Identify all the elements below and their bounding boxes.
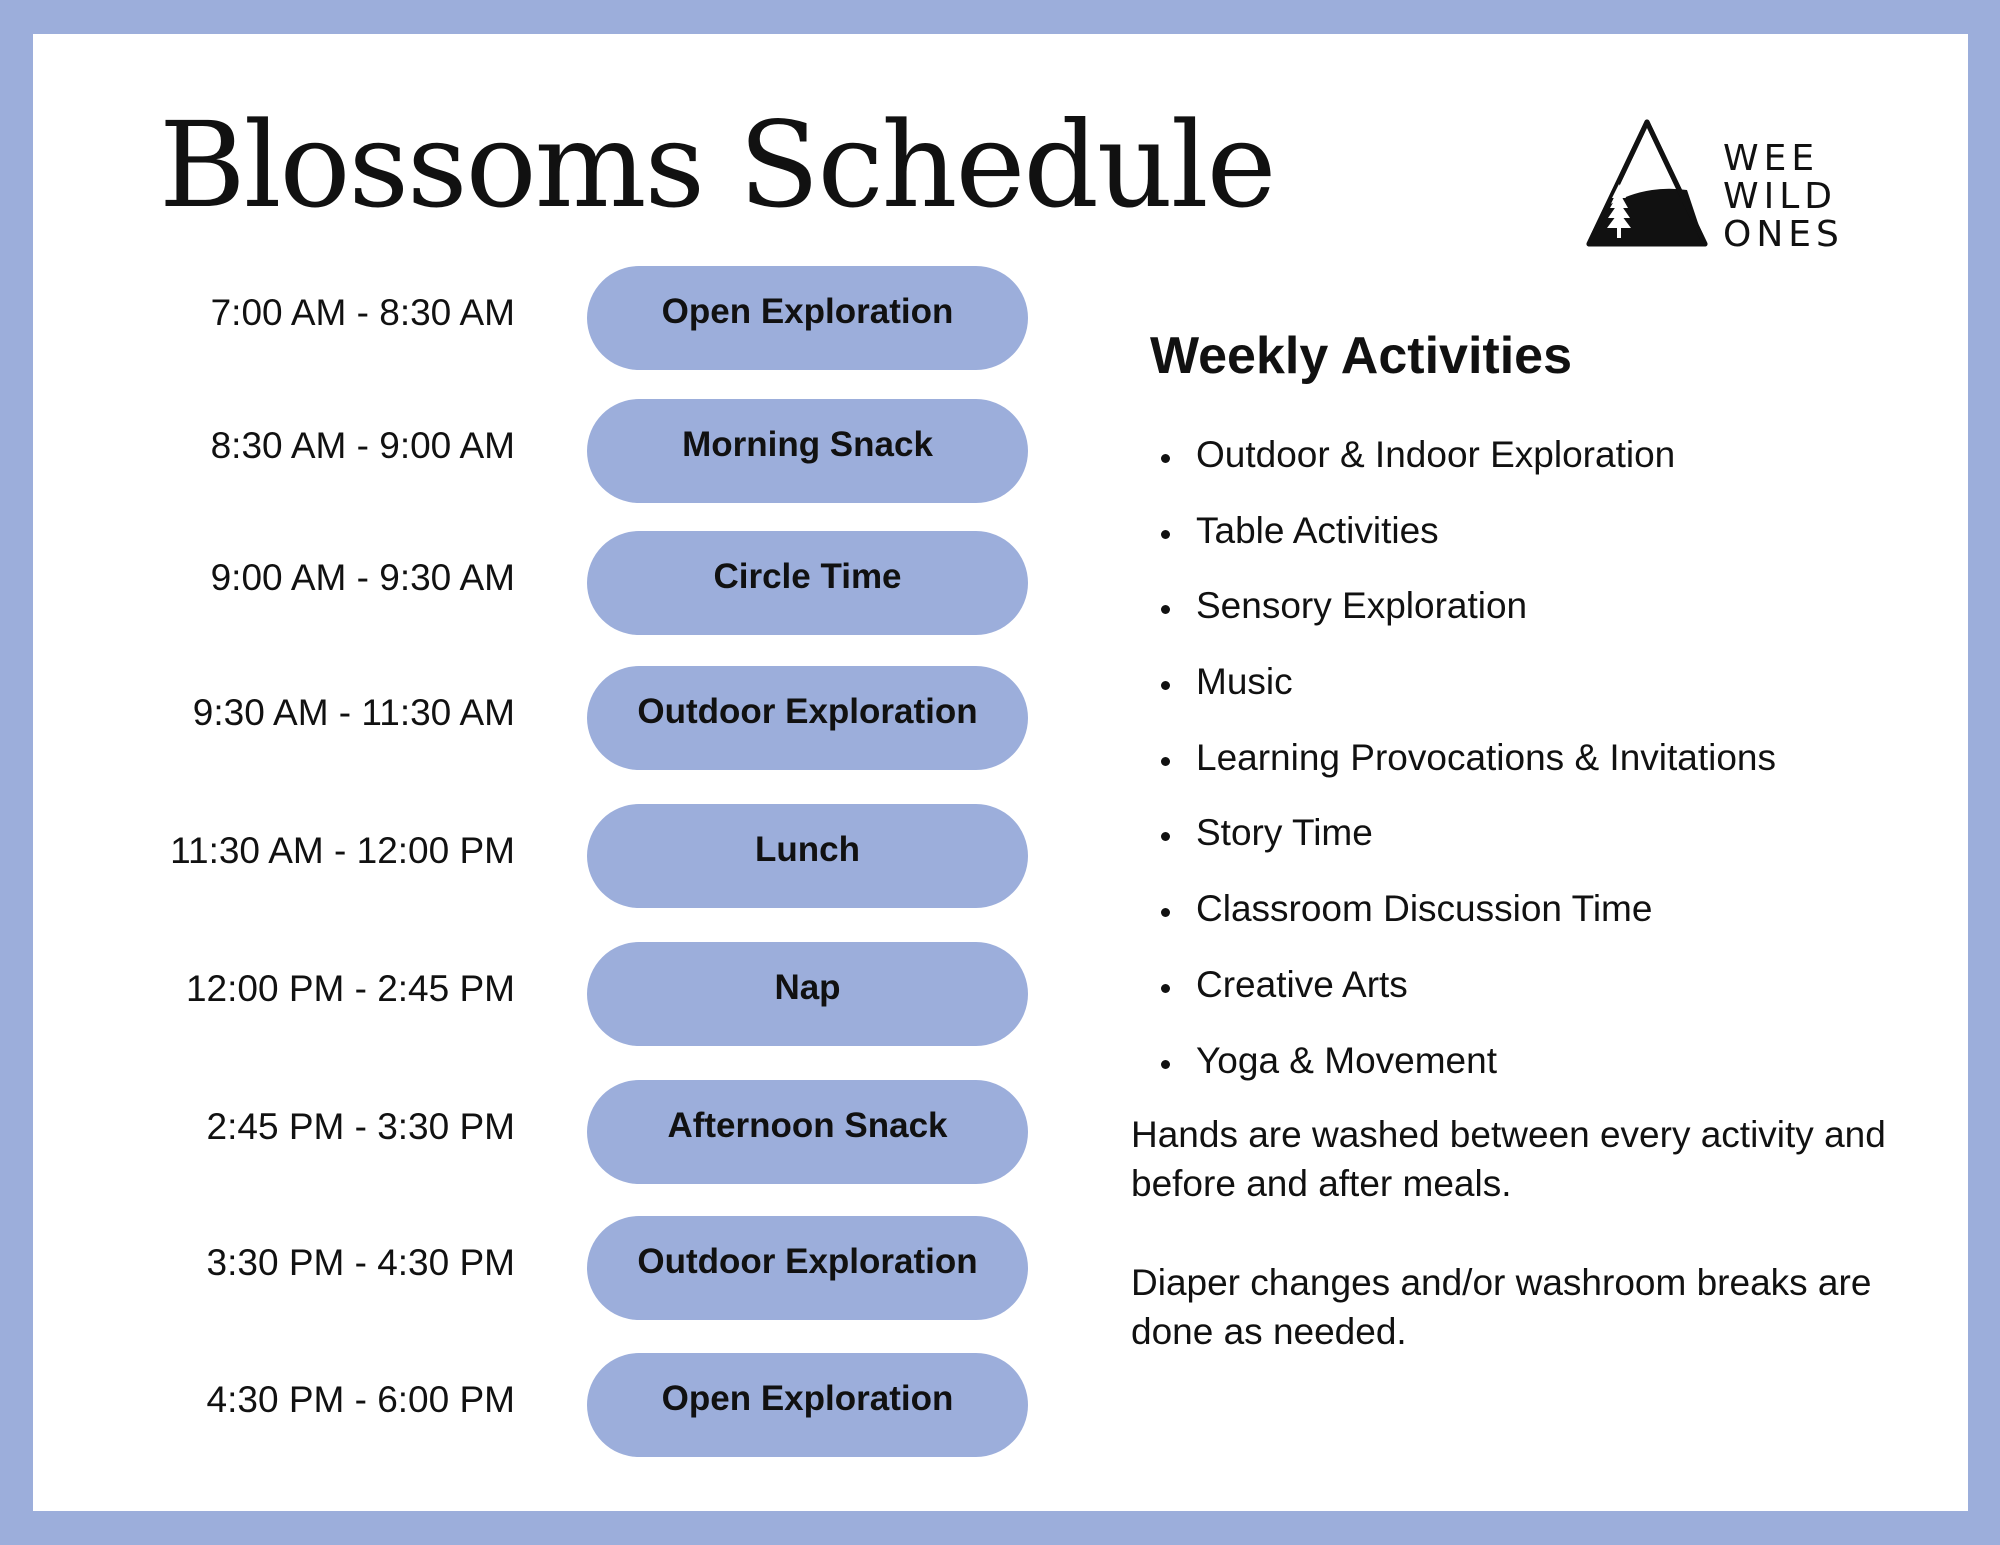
activity-pill: Afternoon Snack (587, 1080, 1028, 1184)
schedule-row (33, 666, 1033, 770)
activity-label: Creative Arts (1196, 963, 1408, 1005)
logo-line: WEE (1723, 138, 1820, 179)
schedule-row (33, 399, 1033, 503)
activity-label: Yoga & Movement (1196, 1039, 1497, 1081)
list-item (1161, 661, 1776, 737)
activity-label: Story Time (1196, 812, 1373, 854)
bullet-icon (1161, 908, 1170, 917)
activity-label: Learning Provocations & Invitations (1196, 736, 1777, 778)
activity-label: Classroom Discussion Time (1196, 888, 1653, 930)
schedule-row (33, 942, 1033, 1046)
list-item (1161, 434, 1776, 510)
list-item (1161, 964, 1776, 1040)
activity-pill: Outdoor Exploration (587, 1216, 1028, 1320)
time-range: 3:30 PM - 4:30 PM (206, 1242, 515, 1283)
activity-label: Music (1196, 661, 1293, 703)
activity-pill: Open Exploration (587, 1353, 1028, 1457)
weekly-activities-list (1161, 434, 1776, 1115)
list-item (1161, 1040, 1776, 1116)
logo-line: ONES (1723, 214, 1844, 255)
bullet-icon (1161, 1060, 1170, 1069)
time-range: 4:30 PM - 6:00 PM (206, 1379, 515, 1420)
bullet-icon (1161, 454, 1170, 463)
handwashing-note: Hands are washed between every activity and before and after meals. (1131, 1114, 1886, 1204)
bullet-icon (1161, 681, 1170, 690)
activity-label: Table Activities (1196, 509, 1439, 551)
schedule-row (33, 1216, 1033, 1320)
activity-pill: Morning Snack (587, 399, 1028, 503)
list-item (1161, 888, 1776, 964)
schedule-sheet (33, 34, 1968, 1511)
schedule-row (33, 266, 1033, 370)
time-range: 12:00 PM - 2:45 PM (185, 968, 515, 1009)
time-range: 7:00 AM - 8:30 AM (210, 292, 515, 333)
activity-pill: Open Exploration (587, 266, 1028, 370)
list-item (1161, 737, 1776, 813)
time-range: 9:00 AM - 9:30 AM (210, 557, 515, 598)
time-range: 2:45 PM - 3:30 PM (206, 1106, 515, 1147)
page-title: Blossoms Schedule (159, 96, 1275, 234)
activity-pill: Outdoor Exploration (587, 666, 1028, 770)
diaper-note: Diaper changes and/or washroom breaks are done as needed. (1131, 1262, 1872, 1352)
bullet-icon (1161, 832, 1170, 841)
logo-wordmark (1723, 140, 1844, 254)
bullet-icon (1161, 757, 1170, 766)
activity-pill: Circle Time (587, 531, 1028, 635)
activity-label: Outdoor & Indoor Exploration (1196, 434, 1676, 475)
activity-pill: Nap (587, 942, 1028, 1046)
bullet-icon (1161, 530, 1170, 539)
time-range: 9:30 AM - 11:30 AM (192, 692, 515, 733)
weekly-activities-heading: Weekly Activities (1150, 327, 1572, 385)
wee-wild-ones-logo (1585, 82, 1905, 262)
time-range: 11:30 AM - 12:00 PM (170, 830, 515, 871)
logo-line: WILD (1723, 176, 1837, 217)
list-item (1161, 812, 1776, 888)
schedule-row (33, 1353, 1033, 1457)
schedule-row (33, 804, 1033, 908)
time-range: 8:30 AM - 9:00 AM (210, 425, 515, 466)
list-item (1161, 585, 1776, 661)
mountain-tree-icon (1585, 118, 1709, 248)
activity-label: Sensory Exploration (1196, 585, 1528, 627)
bullet-icon (1161, 984, 1170, 993)
list-item (1161, 510, 1776, 586)
schedule-row (33, 531, 1033, 635)
activity-pill: Lunch (587, 804, 1028, 908)
schedule-row (33, 1080, 1033, 1184)
bullet-icon (1161, 605, 1170, 614)
